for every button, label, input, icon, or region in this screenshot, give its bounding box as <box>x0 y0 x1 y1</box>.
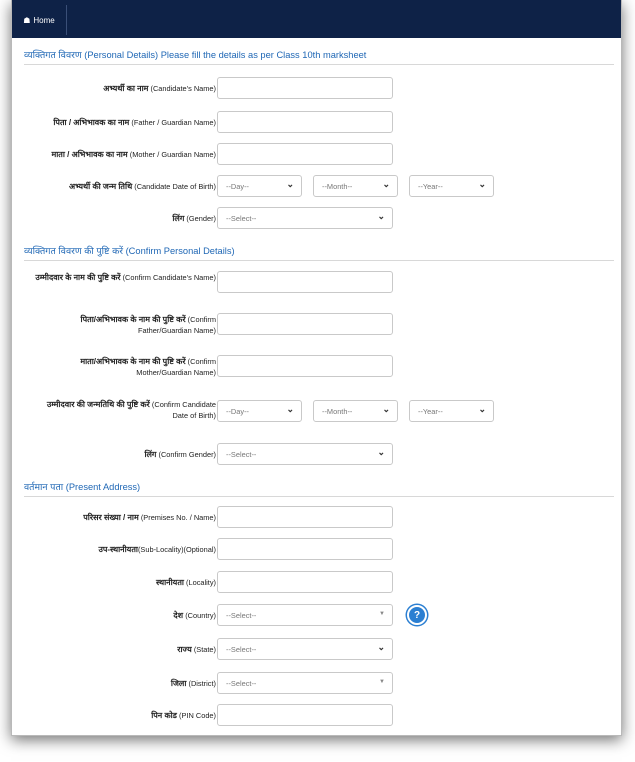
father-name-label-hi: पिता / अभिभावक का नाम <box>53 118 130 127</box>
premises-label-en: (Premises No. / Name) <box>140 513 216 522</box>
dob-day-select[interactable] <box>217 175 302 197</box>
premises-input[interactable] <box>217 506 393 528</box>
gender-value: --Select-- <box>226 213 257 223</box>
dob-day-value: --Day-- <box>226 181 249 191</box>
mother-name-label-en: (Mother / Guardian Name) <box>129 150 216 159</box>
confirm-details-heading: व्यक्तिगत विवरण की पुष्टि करें (Confirm Personal Details) <box>24 244 614 261</box>
chevron-down-icon: ⌄ <box>382 179 390 189</box>
confirm-name-label <box>31 272 216 283</box>
country-select[interactable] <box>217 604 393 626</box>
confirm-father-label-hi: पिता/अभिभावक के नाम की पुष्टि करें <box>80 315 186 324</box>
father-name-input[interactable] <box>217 111 393 133</box>
confirm-mother-label-hi: माता/अभिभावक के नाम की पुष्टि करें <box>80 357 186 366</box>
father-name-label <box>31 117 216 128</box>
district-select[interactable] <box>217 672 393 694</box>
chevron-down-icon: ⌄ <box>286 179 294 189</box>
candidate-name-label-en: (Candidate's Name) <box>150 84 216 93</box>
dob-month-value: --Month-- <box>322 181 353 191</box>
district-label <box>31 678 216 689</box>
dob-month-select[interactable] <box>313 175 398 197</box>
chevron-down-icon: ⌄ <box>478 179 486 189</box>
confirm-dob-month-select[interactable] <box>313 400 398 422</box>
confirm-dob-year-value: --Year-- <box>418 406 443 416</box>
country-label-en: (Country) <box>185 611 216 620</box>
chevron-down-icon: ⌄ <box>377 447 385 457</box>
mother-name-label <box>31 149 216 160</box>
locality-label <box>31 577 216 588</box>
district-label-en: (District) <box>188 679 216 688</box>
candidate-name-label <box>31 83 216 94</box>
confirm-dob-year-select[interactable] <box>409 400 494 422</box>
sublocality-label-en: (Sub-Locality)(Optional) <box>137 545 216 554</box>
chevron-down-icon: ⌄ <box>377 211 385 221</box>
premises-label <box>31 512 216 523</box>
nav-home-link[interactable] <box>12 5 67 35</box>
present-address-heading: वर्तमान पता (Present Address) <box>24 480 614 497</box>
caret-down-icon: ▼ <box>379 679 385 685</box>
sublocality-input[interactable] <box>217 538 393 560</box>
confirm-dob-label-hi: उम्मीदवार की जन्मतिथि की पुष्टि करें <box>46 400 150 409</box>
confirm-father-label <box>31 314 216 336</box>
locality-label-hi: स्थानीयता <box>156 578 184 587</box>
dob-label <box>31 181 216 192</box>
form-window <box>11 0 622 736</box>
confirm-dob-label-en: (Confirm Candidate Date of Birth) <box>151 400 216 420</box>
pin-label-hi: पिन कोड <box>151 711 177 720</box>
confirm-gender-label-en: (Confirm Gender) <box>158 450 216 459</box>
confirm-gender-label <box>31 449 216 460</box>
sublocality-label <box>31 544 216 555</box>
dob-label-en: (Candidate Date of Birth) <box>134 182 216 191</box>
premises-label-hi: परिसर संख्या / नाम <box>83 513 139 522</box>
locality-label-en: (Locality) <box>186 578 216 587</box>
confirm-dob-label <box>31 399 216 421</box>
nav-home-label: Home <box>33 15 55 25</box>
confirm-dob-day-select[interactable] <box>217 400 302 422</box>
state-select[interactable] <box>217 638 393 660</box>
chevron-down-icon: ⌄ <box>382 404 390 414</box>
country-label <box>31 610 216 621</box>
chevron-down-icon: ⌄ <box>478 404 486 414</box>
locality-input[interactable] <box>217 571 393 593</box>
confirm-father-label-en: (Confirm Father/Guardian Name) <box>137 315 216 335</box>
chevron-down-icon: ⌄ <box>286 404 294 414</box>
confirm-dob-month-value: --Month-- <box>322 406 353 416</box>
sublocality-label-hi: उप-स्थानीयता <box>98 545 138 554</box>
mother-name-label-hi: माता / अभिभावक का नाम <box>51 150 128 159</box>
personal-details-heading: व्यक्तिगत विवरण (Personal Details) Please fill the details as per Class 10th marksheet <box>24 48 614 65</box>
dob-label-hi: अभ्यर्थी की जन्म तिथि <box>68 182 133 191</box>
confirm-name-input[interactable] <box>217 271 393 293</box>
dob-year-value: --Year-- <box>418 181 443 191</box>
confirm-father-input[interactable] <box>217 313 393 335</box>
state-value: --Select-- <box>226 644 257 654</box>
father-name-label-en: (Father / Guardian Name) <box>131 118 216 127</box>
state-label <box>31 644 216 655</box>
confirm-name-label-en: (Confirm Candidate's Name) <box>122 273 216 282</box>
confirm-mother-label <box>31 356 216 378</box>
confirm-mother-input[interactable] <box>217 355 393 377</box>
mother-name-input[interactable] <box>217 143 393 165</box>
pin-label-en: (PIN Code) <box>179 711 216 720</box>
state-label-en: (State) <box>193 645 216 654</box>
home-icon: ☗ <box>23 15 31 25</box>
confirm-gender-select[interactable] <box>217 443 393 465</box>
country-value: --Select-- <box>226 610 257 620</box>
dob-year-select[interactable] <box>409 175 494 197</box>
gender-select[interactable] <box>217 207 393 229</box>
caret-down-icon: ▼ <box>379 611 385 617</box>
confirm-dob-day-value: --Day-- <box>226 406 249 416</box>
candidate-name-input[interactable] <box>217 77 393 99</box>
confirm-gender-value: --Select-- <box>226 449 257 459</box>
country-label-hi: देश <box>173 611 184 620</box>
confirm-gender-label-hi: लिंग <box>144 450 157 459</box>
help-icon[interactable]: ? <box>407 605 427 625</box>
chevron-down-icon: ⌄ <box>377 642 385 652</box>
top-navbar <box>12 0 621 38</box>
pin-label <box>31 710 216 721</box>
gender-label-hi: लिंग <box>172 214 185 223</box>
pin-input[interactable] <box>217 704 393 726</box>
candidate-name-label-hi: अभ्यर्थी का नाम <box>103 84 149 93</box>
gender-label <box>31 213 216 224</box>
gender-label-en: (Gender) <box>186 214 216 223</box>
state-label-hi: राज्य <box>177 645 192 654</box>
district-label-hi: जिला <box>170 679 187 688</box>
confirm-name-label-hi: उम्मीदवार के नाम की पुष्टि करें <box>35 273 121 282</box>
confirm-mother-label-en: (Confirm Mother/Guardian Name) <box>136 357 216 377</box>
district-value: --Select-- <box>226 678 257 688</box>
